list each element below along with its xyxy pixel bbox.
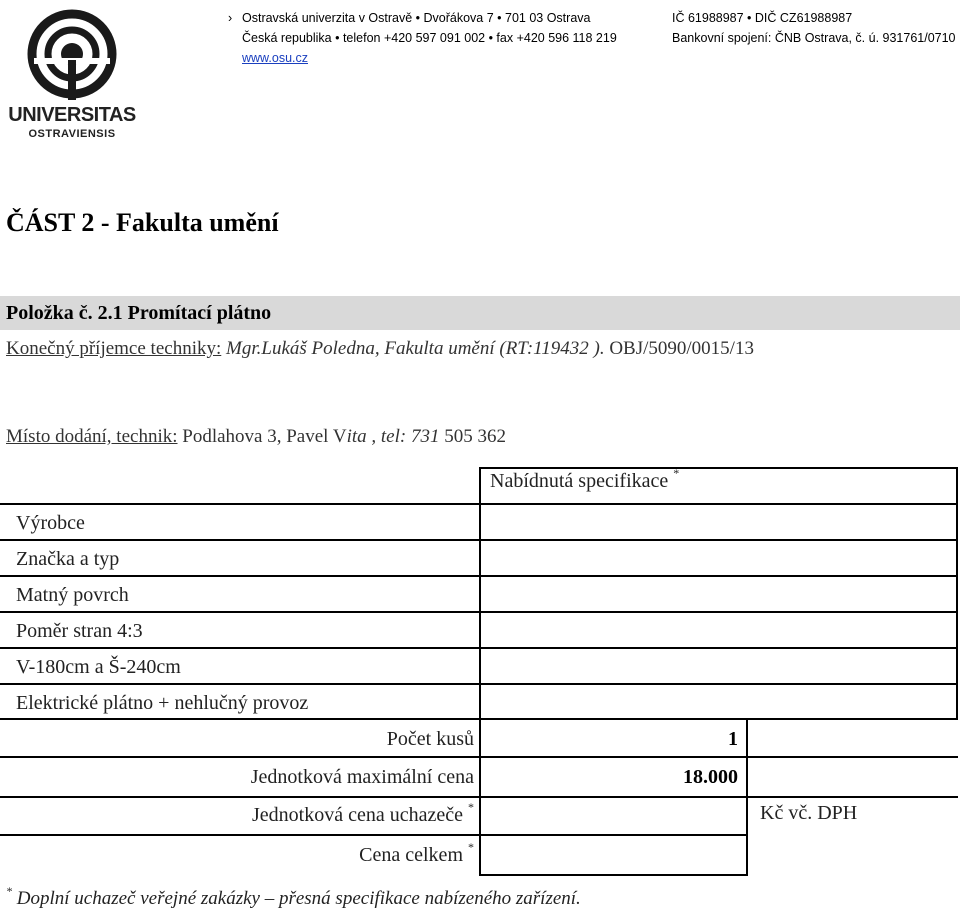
spec-row: V-180cm a Š-240cm	[16, 656, 181, 678]
footnote	[6, 884, 581, 910]
chevron-right-icon: ›	[228, 11, 233, 25]
bid-price-label: Jednotková cena uchazeče *	[252, 800, 474, 826]
asterisk-mark: *	[468, 800, 474, 814]
address-line-1: › Ostravská univerzita v Ostravě • Dvořákova 7 • 701 03 Ostrava	[228, 8, 617, 28]
item-title: Položka č. 2.1 Promítací plátno	[0, 296, 960, 330]
header-bank-info	[672, 8, 956, 48]
bank-line: Bankovní spojení: ČNB Ostrava, č. ú. 931761/0710	[672, 31, 956, 45]
count-value: 1	[728, 728, 738, 750]
delivery-name: ita , tel: 731	[346, 426, 440, 447]
spec-row: Matný povrch	[16, 584, 129, 606]
delivery-address: Podlahova 3, Pavel V	[182, 426, 347, 447]
recipient-line	[6, 338, 754, 360]
spec-row-labels	[16, 505, 308, 721]
asterisk-mark: *	[673, 466, 680, 480]
count-label: Počet kusů	[386, 728, 474, 750]
total-label: Cena celkem *	[359, 840, 474, 866]
footnote-text: Doplní uchazeč veřejné zakázky – přesná specifikace nabízeného zařízení.	[16, 888, 581, 909]
address-line-2: Česká republika • telefon +420 597 091 002 • fax +420 596 118 219	[242, 31, 617, 45]
spec-header: Nabídnutá specifikace *	[490, 466, 680, 492]
header-address	[228, 8, 617, 68]
section-title: ČÁST 2 - Fakulta umění	[6, 208, 279, 237]
delivery-label: Místo dodání, technik:	[6, 426, 178, 447]
university-logo	[8, 8, 136, 148]
asterisk-mark: *	[468, 840, 474, 854]
university-emblem-icon	[8, 8, 136, 104]
spec-row: Značka a typ	[16, 548, 120, 570]
price-table	[0, 718, 960, 878]
order-code: OBJ/5090/0015/13	[609, 338, 754, 359]
id-line: IČ 61988987 • DIČ CZ61988987	[672, 11, 853, 25]
max-price-label: Jednotková maximální cena	[250, 766, 474, 788]
delivery-line	[6, 426, 506, 448]
spec-row: Výrobce	[16, 512, 85, 534]
website-link[interactable]: www.osu.cz	[242, 51, 308, 65]
asterisk-mark: *	[6, 884, 12, 898]
logo-subtitle: OSTRAVIENSIS	[28, 128, 116, 140]
spec-row: Elektrické plátno + nehlučný provoz	[16, 692, 309, 714]
spec-row: Poměr stran 4:3	[16, 620, 143, 642]
recipient-label: Konečný příjemce techniky:	[6, 338, 222, 359]
max-price-value: 18.000	[683, 766, 738, 788]
currency-note: Kč vč. DPH	[760, 802, 858, 824]
logo-name: UNIVERSITAS	[8, 104, 136, 126]
delivery-phone: 505 362	[444, 426, 506, 447]
website-line	[228, 48, 617, 68]
recipient-value: Mgr.Lukáš Poledna, Fakulta umění (RT:119432 ).	[226, 338, 605, 359]
